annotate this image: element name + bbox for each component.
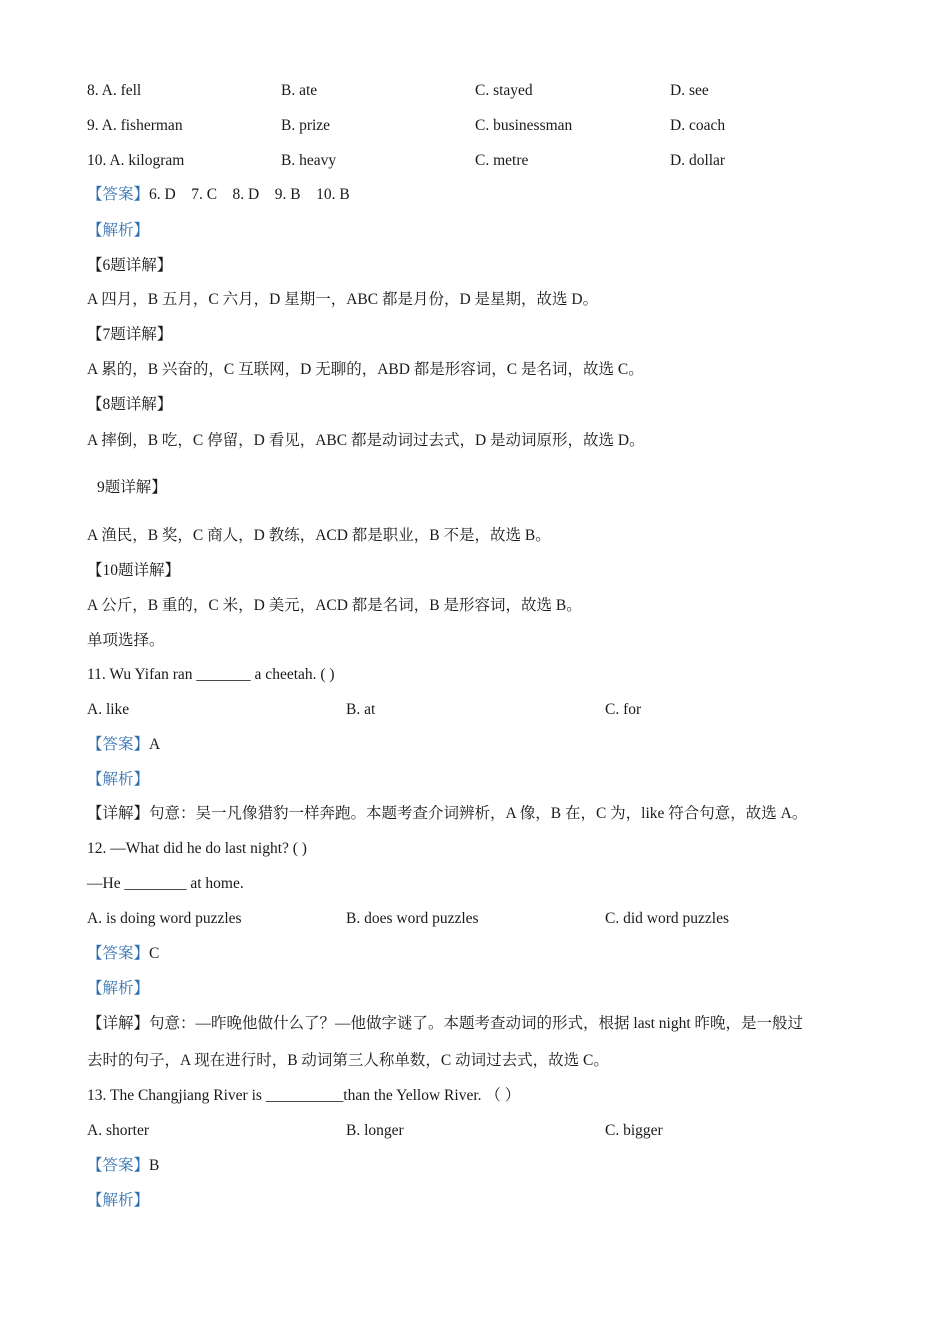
q9-option-c: C. businessman (475, 117, 573, 134)
section-title: 单项选择。 (87, 632, 165, 649)
q9-option-a: 9. A. fisherman (87, 117, 183, 134)
q12-answer (87, 944, 159, 964)
answer-6-10 (87, 185, 350, 205)
detail-7-text: A 累的，B 兴奋的，C 互联网，D 无聊的，ABD 都是形容词，C 是名词，故选 C。 (87, 361, 644, 378)
detail-8-heading: 【8题详解】 (87, 396, 173, 413)
answer-tag: 【答案】 (87, 945, 150, 962)
q12-option-c: C. did word puzzles (605, 910, 729, 927)
answer-value: C (149, 945, 160, 962)
q12-stem: 12. —What did he do last night? ( ) (87, 840, 307, 857)
detail-9-text: A 渔民，B 奖，C 商人，D 教练，ACD 都是职业，B 不是，故选 B。 (87, 527, 551, 544)
q11-option-a: A. like (87, 701, 130, 718)
q8-option-b: B. ate (281, 82, 318, 99)
q11-answer (87, 735, 160, 755)
q12-detail-2: 去时的句子，A 现在进行时，B 动词第三人称单数，C 动词过去式，故选 C。 (87, 1052, 609, 1069)
q12-stem-2: —He ________ at home. (87, 875, 244, 892)
detail-9-heading: 9题详解】 (97, 479, 167, 496)
detail-7-heading: 【7题详解】 (87, 326, 173, 343)
q13-stem: 13. The Changjiang River is __________than the Yellow River. （ ） (87, 1087, 521, 1104)
q13-answer (87, 1156, 159, 1176)
q8-option-a: 8. A. fell (87, 82, 142, 99)
q10-option-a: 10. A. kilogram (87, 152, 185, 169)
q11-detail (87, 804, 807, 824)
q8-option-c: C. stayed (475, 82, 533, 99)
q10-option-c: C. metre (475, 152, 529, 169)
q13-option-a: A. shorter (87, 1122, 149, 1139)
detail-text: 句意：吴一凡像猎豹一样奔跑。本题考查介词辨析，A 像，B 在，C 为，like 符合句意，故选 A。 (149, 805, 808, 822)
q11-stem: 11. Wu Yifan ran _______ a cheetah. ( ) (87, 666, 335, 683)
detail-tag: 【详解】 (87, 805, 150, 822)
q13-option-b: B. longer (346, 1122, 404, 1139)
q11-analysis-tag: 【解析】 (87, 771, 150, 788)
detail-10-text: A 公斤，B 重的，C 米，D 美元，ACD 都是名词，B 是形容词，故选 B。 (87, 597, 582, 614)
q10-option-d: D. dollar (670, 152, 726, 169)
detail-text: 句意：—昨晚他做什么了？—他做字谜了。本题考查动词的形式，根据 last night 昨晚，是一般过 (149, 1015, 804, 1032)
detail-6-text: A 四月，B 五月，C 六月，D 星期一，ABC 都是月份，D 是星期，故选 D。 (87, 291, 599, 308)
q10-option-b: B. heavy (281, 152, 337, 169)
q11-option-b: B. at (346, 701, 376, 718)
q9-option-b: B. prize (281, 117, 331, 134)
detail-8-text: A 摔倒，B 吃，C 停留，D 看见，ABC 都是动词过去式，D 是动词原形，故选 D。 (87, 432, 645, 449)
q8-option-d: D. see (670, 82, 709, 99)
q13-analysis-tag: 【解析】 (87, 1192, 150, 1209)
q12-option-b: B. does word puzzles (346, 910, 479, 927)
answer-tag: 【答案】 (87, 186, 150, 203)
q11-option-c: C. for (605, 701, 642, 718)
q12-option-a: A. is doing word puzzles (87, 910, 242, 927)
q12-analysis-tag: 【解析】 (87, 980, 150, 997)
q12-detail (87, 1014, 803, 1034)
q13-option-c: C. bigger (605, 1122, 663, 1139)
answer-tag: 【答案】 (87, 1157, 150, 1174)
answer-value: B (149, 1157, 160, 1174)
detail-10-heading: 【10题详解】 (87, 562, 181, 579)
analysis-tag: 【解析】 (87, 222, 150, 239)
detail-tag: 【详解】 (87, 1015, 150, 1032)
answer-text: 6. D 7. C 8. D 9. B 10. B (149, 186, 350, 203)
answer-value: A (149, 736, 161, 753)
answer-tag: 【答案】 (87, 736, 150, 753)
q9-option-d: D. coach (670, 117, 726, 134)
detail-6-heading: 【6题详解】 (87, 257, 173, 274)
